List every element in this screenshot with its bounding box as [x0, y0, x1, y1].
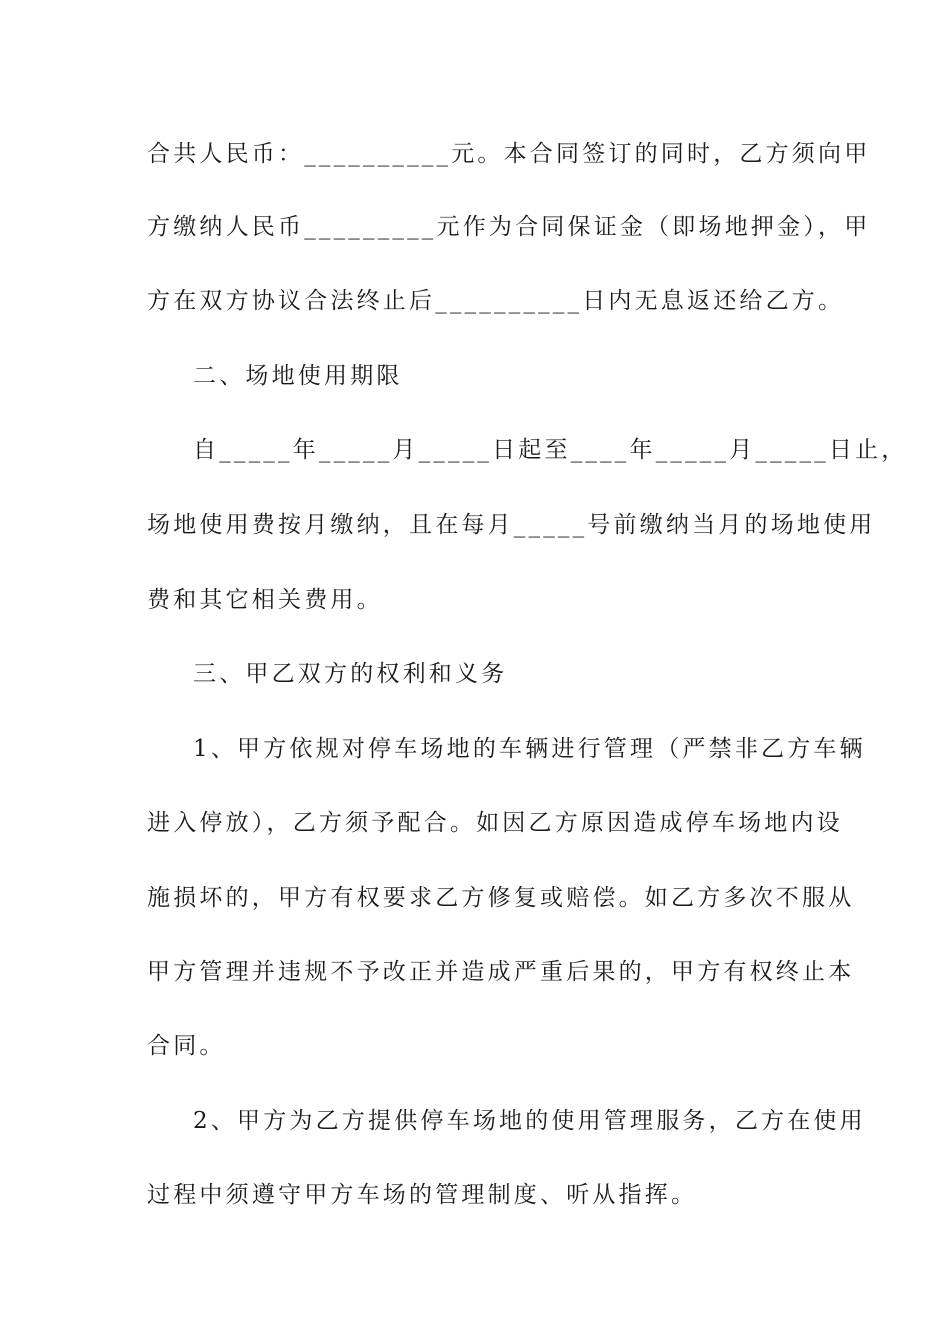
text-line: 方在双方协议合法终止后__________日内无息返还给乙方。 [147, 288, 845, 314]
text-line: 场地使用费按月缴纳，且在每月_____号前缴纳当月的场地使用 [147, 512, 876, 538]
section-heading: 三、甲乙双方的权利和义务 [193, 661, 508, 687]
text-line: 进入停放），乙方须予配合。如因乙方原因造成停车场地内设 [147, 810, 843, 836]
text-line: 方缴纳人民币_________元作为合同保证金（即场地押金），甲 [147, 214, 871, 240]
text-line: 甲方管理并违规不予改正并造成严重后果的，甲方有权终止本 [147, 959, 855, 985]
section-heading: 二、场地使用期限 [193, 363, 403, 389]
text-line: 过程中须遵守甲方车场的管理制度、听从指挥。 [147, 1182, 698, 1208]
text-line: 1、甲方依规对停车场地的车辆进行管理（严禁非乙方车辆 [193, 736, 866, 762]
text-line: 2、甲方为乙方提供停车场地的使用管理服务，乙方在使用 [193, 1108, 866, 1134]
text-line: 费和其它相关费用。 [147, 587, 383, 613]
text-line: 自_____年_____月_____日起至____年_____月_____日止， [193, 437, 908, 463]
text-line: 合同。 [147, 1033, 226, 1059]
text-line: 施损坏的，甲方有权要求乙方修复或赔偿。如乙方多次不服从 [147, 885, 855, 911]
text-line: 合共人民币：__________元。本合同签订的同时，乙方须向甲 [147, 141, 871, 167]
